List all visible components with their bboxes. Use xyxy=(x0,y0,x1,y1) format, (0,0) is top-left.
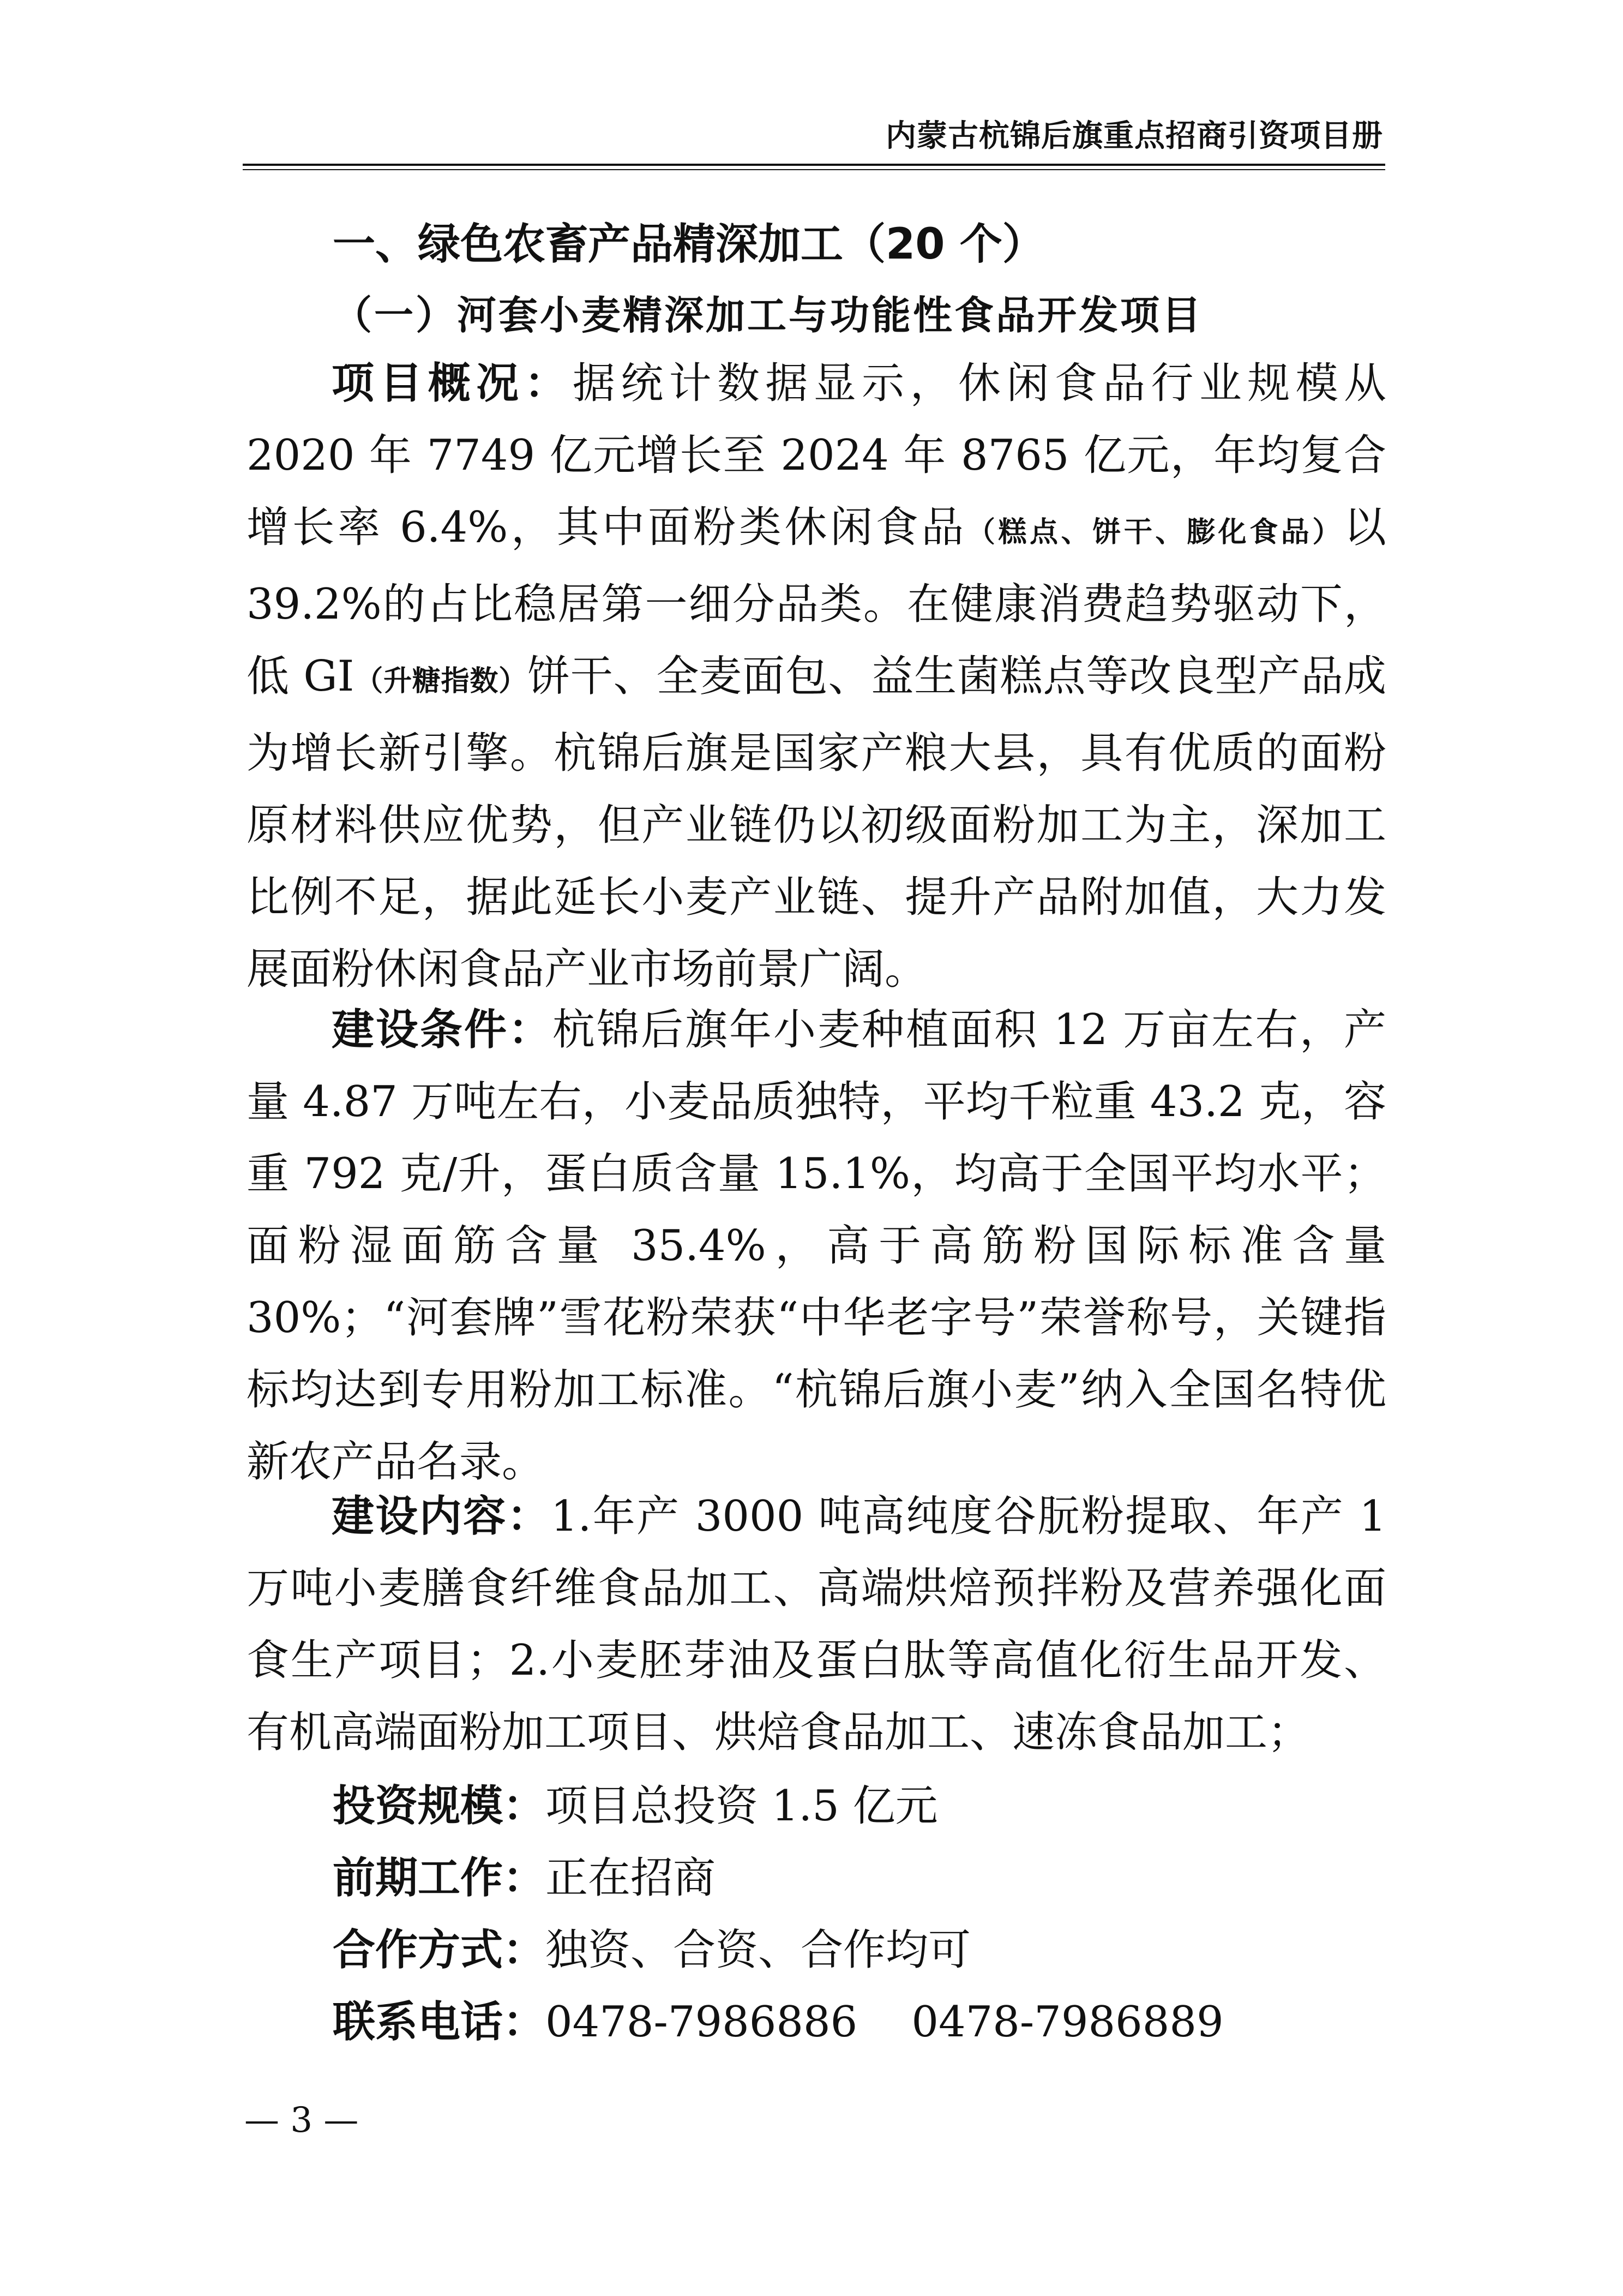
content-paragraph xyxy=(247,1480,1386,1769)
overview-paragraph xyxy=(247,347,1386,1005)
preliminary-line xyxy=(333,1844,716,1905)
cooperation-label: 合作方式： xyxy=(333,1926,546,1975)
overview-text-a: 据统计数据显示，休闲食品行业规模从 2020 年 7749 亿元增长至 2024 年 8765 亿元，年均复合增长率 6.4%，其中面粉类休闲食品 xyxy=(247,359,1386,552)
overview-note-2: （升糖指数） xyxy=(354,665,528,698)
cooperation-value: 独资、合资、合作均可 xyxy=(545,1926,971,1975)
conditions-text: 杭锦后旗年小麦种植面积 12 万亩左右，产量 4.87 万吨左右，小麦品质独特，平均千粒重 43.2 克，容重 792 克/升，蛋白质含量 15.1%，均高于全国平均水平；面粉湿面筋含量 35.4%，高于高筋粉国际标准含量 30%；“河套牌”雪花粉荣获“中华老字号”荣誉称号，关键指标均达到专用粉加工标准。“杭锦后旗小麦”纳入全国名特优新农产品名录。 xyxy=(247,1005,1386,1486)
conditions-label: 建设条件： xyxy=(332,1005,553,1054)
content-label: 建设内容： xyxy=(332,1492,551,1541)
conditions-paragraph xyxy=(247,994,1386,1498)
investment-value: 项目总投资 1.5 亿元 xyxy=(545,1782,938,1831)
overview-text-c: 饼干、全麦面包、益生菌糕点等改良型产品成为增长新引擎。杭锦后旗是国家产粮大县，具有优质的面粉原材料供应优势，但产业链仍以初级面粉加工为主，深加工比例不足，据此延长小麦产业链、提升产品附加值，大力发展面粉休闲食品产业市场前景广阔。 xyxy=(247,652,1386,994)
section-title: 一、绿色农畜产品精深加工（20 个） xyxy=(333,220,1045,269)
overview-text-b: 以 39.2%的占比稳居第一细分品类。在健康消费趋势驱动下，低 GI xyxy=(247,503,1386,701)
contact-label: 联系电话： xyxy=(333,1998,546,2047)
cooperation-line xyxy=(333,1916,971,1977)
preliminary-label: 前期工作： xyxy=(333,1854,546,1903)
contact-line xyxy=(333,1988,1224,2049)
preliminary-value: 正在招商 xyxy=(545,1854,716,1903)
investment-line xyxy=(333,1772,938,1833)
project-title: （一）河套小麦精深加工与功能性食品开发项目 xyxy=(333,292,1204,338)
contact-value: 0478-7986886 0478-7986889 xyxy=(545,1998,1224,2047)
header-title: 内蒙古杭锦后旗重点招商引资项目册 xyxy=(886,118,1383,154)
investment-label: 投资规模： xyxy=(333,1782,546,1831)
overview-note-1: （糕点、饼干、膨化食品） xyxy=(966,516,1344,549)
header-rule xyxy=(243,164,1385,166)
overview-label: 项目概况： xyxy=(332,359,573,408)
header-rule-thin xyxy=(243,169,1385,170)
page-number: — 3 — xyxy=(244,2100,359,2141)
content-text: 1.年产 3000 吨高纯度谷朊粉提取、年产 1 万吨小麦膳食纤维食品加工、高端烘焙预拌粉及营养强化面食生产项目；2.小麦胚芽油及蛋白肽等高值化衍生品开发、有机高端面粉加工项目、烘焙食品加工、速冻食品加工； xyxy=(247,1492,1386,1757)
